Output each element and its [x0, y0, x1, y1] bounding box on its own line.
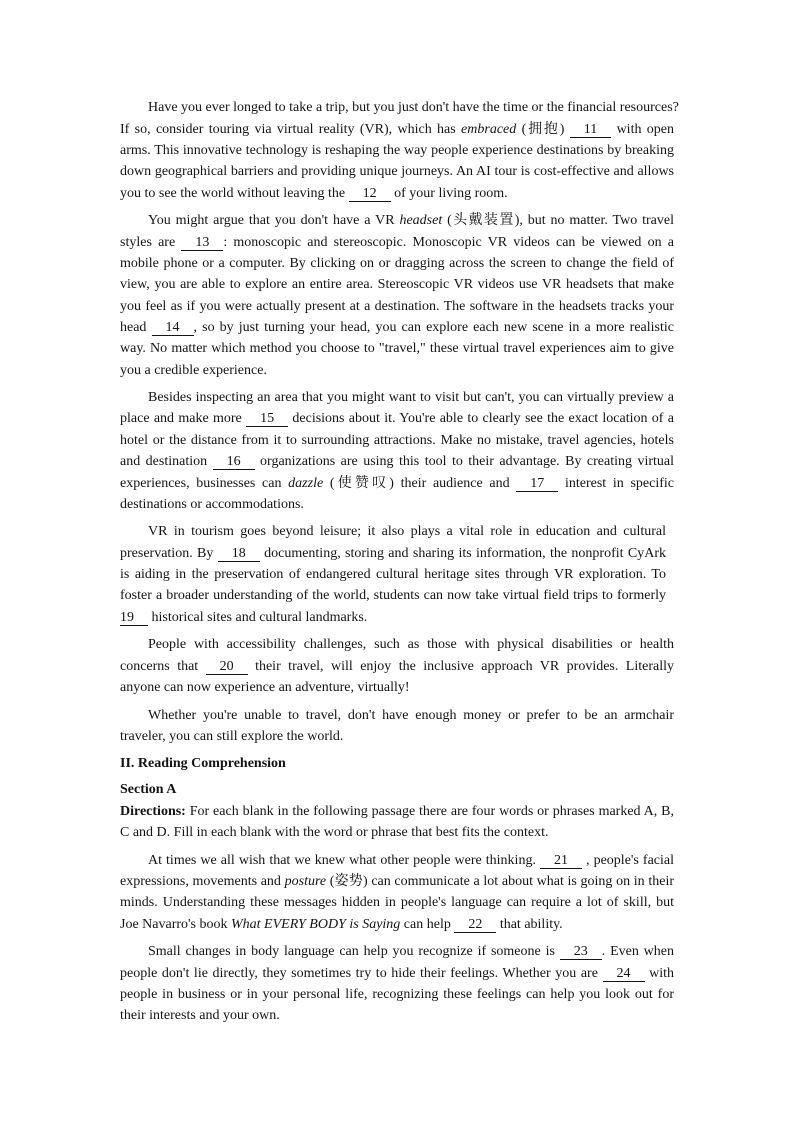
italic-text: embraced	[461, 121, 517, 137]
text-run: concerns that	[120, 658, 206, 674]
text-line	[120, 274, 674, 295]
text-run: At times we all wish that we knew what other people were thinking.	[148, 852, 540, 868]
section-label-text: Section A	[120, 782, 177, 798]
section-label	[120, 779, 674, 800]
text-line	[120, 656, 674, 677]
text-run: Whether you're unable to travel, don't have enough money or prefer to be an armchair	[148, 707, 674, 723]
text-run: minds. Understanding these messages hidden in people's language can require a lot of skill, but	[120, 895, 674, 911]
text-run: is aiding in the preservation of endangered cultural heritage sites through VR exploration. To	[120, 567, 666, 583]
paragraph-7	[120, 850, 674, 935]
text-line	[120, 543, 666, 564]
text-run: Small changes in body language can help you recognize if someone is	[148, 944, 560, 960]
text-line	[120, 822, 674, 843]
text-line	[120, 634, 674, 655]
text-run: styles are	[120, 234, 182, 250]
text-run: : monoscopic and stereoscopic. Monoscopic VR videos can be viewed on a	[223, 234, 674, 250]
paragraph-4	[120, 521, 674, 628]
document-body	[120, 97, 679, 1032]
text-run: hotel or the distance from it to surrounding attractions. Make no mistake, travel agencies, hotels	[120, 432, 674, 448]
text-run: If so, consider touring via virtual reality (VR), which has	[120, 121, 462, 137]
answer-blank-22: 22	[454, 917, 496, 933]
answer-blank-23: 23	[560, 944, 602, 960]
text-line	[120, 1005, 674, 1026]
answer-blank-13: 13	[181, 235, 223, 251]
text-run: C and D. Fill in each blank with the word or phrase that best fits the context.	[120, 825, 549, 841]
text-run: preservation. By	[120, 545, 218, 561]
italic-text: dazzle	[288, 475, 324, 491]
text-run: (使赞叹) their audience and	[323, 475, 517, 491]
text-run: Joe Navarro's book	[120, 916, 231, 932]
text-run: experiences, businesses can	[120, 475, 289, 491]
answer-blank-24: 24	[603, 966, 645, 982]
answer-blank-18: 18	[218, 546, 260, 562]
text-run: organizations are using this tool to their advantage. By creating virtual	[254, 454, 675, 470]
paragraph-3	[120, 387, 674, 515]
text-line	[120, 360, 674, 381]
text-line	[120, 607, 666, 628]
text-line	[120, 914, 674, 935]
text-run: destinations or accommodations.	[120, 496, 304, 512]
text-line	[120, 521, 666, 542]
text-run: historical sites and cultural landmarks.	[148, 609, 368, 625]
text-run: expressions, movements and	[120, 873, 285, 889]
text-run: head	[120, 319, 152, 335]
text-run: people don't lie directly, they sometimes try to hide their feelings. Whether you are	[120, 965, 603, 981]
text-line	[120, 677, 674, 698]
text-run: interest in specific	[558, 475, 674, 491]
text-line	[120, 140, 674, 161]
text-line	[120, 430, 674, 451]
text-run: can help	[400, 916, 455, 932]
answer-blank-11: 11	[570, 122, 611, 138]
text-run: you a credible experience.	[120, 362, 267, 378]
answer-blank-15: 15	[246, 411, 288, 427]
text-line	[120, 871, 674, 892]
answer-blank-17: 17	[516, 476, 558, 492]
text-line	[120, 296, 674, 317]
text-run: place and make more	[120, 411, 247, 427]
text-line	[120, 892, 674, 913]
answer-blank-21: 21	[540, 853, 582, 869]
part-heading-text: II. Reading Comprehension	[120, 756, 286, 772]
paragraph-6	[120, 705, 674, 748]
answer-blank-16: 16	[213, 454, 255, 470]
text-run: with open	[611, 121, 675, 137]
text-run: . Even when	[601, 944, 675, 960]
italic-text: posture	[284, 873, 327, 889]
italic-text: What EVERY BODY is Saying	[231, 916, 401, 932]
text-line	[120, 183, 674, 204]
text-line	[120, 850, 674, 871]
text-run: (姿势) can communicate a lot about what is going on in their	[326, 873, 675, 889]
text-line	[120, 232, 674, 253]
answer-blank-20: 20	[206, 659, 248, 675]
text-run: (头戴装置), but no matter. Two travel	[442, 213, 674, 229]
text-run: Have you ever longed to take a trip, but you just don't have the time or the financial resources?	[148, 100, 679, 116]
bold-label: Directions:	[120, 803, 186, 819]
text-run: anyone can now experience an adventure, virtually!	[120, 679, 410, 695]
paragraph-5	[120, 634, 674, 698]
text-line	[120, 726, 674, 747]
text-run: you feel as if you were actually present at a destination. The software in the headsets tracks your	[120, 298, 674, 314]
text-line	[120, 387, 674, 408]
paragraph-1	[120, 97, 679, 204]
text-line	[120, 338, 674, 359]
text-run: Besides inspecting an area that you might want to visit but can't, you can virtually preview a	[148, 390, 674, 406]
text-run: arms. This innovative technology is reshaping the way people experience destinations by breaking	[120, 142, 674, 158]
text-line	[120, 97, 679, 118]
text-run: way. No matter which method you choose to "travel," these virtual travel experiences aim to give	[120, 341, 674, 357]
text-line	[120, 963, 674, 984]
part-heading	[120, 753, 674, 774]
text-line	[120, 705, 674, 726]
text-line	[120, 451, 674, 472]
text-run: You might argue that you don't have a VR	[148, 213, 400, 229]
text-run: , people's facial	[582, 852, 675, 868]
text-run: and destination	[120, 454, 213, 470]
text-run: For each blank in the following passage there are four words or phrases marked A, B,	[185, 803, 674, 819]
text-line	[120, 494, 674, 515]
paragraph-8	[120, 941, 674, 1026]
text-line	[120, 585, 666, 606]
italic-text: headset	[399, 213, 443, 229]
text-run: People with accessibility challenges, such as those with physical disabilities or health	[148, 637, 674, 653]
text-run: mobile phone or a computer. By clicking on or dragging across the screen to change the field of	[120, 255, 674, 271]
text-line	[120, 317, 674, 338]
directions	[120, 801, 674, 844]
text-line	[120, 941, 674, 962]
text-run: foster a broader understanding of the world, students can now take virtual field trips to formerly	[120, 588, 666, 604]
text-line	[120, 564, 666, 585]
text-line	[120, 473, 674, 494]
text-line	[120, 984, 674, 1005]
text-run: you to see the world without leaving the	[120, 185, 349, 201]
text-line	[120, 408, 674, 429]
answer-blank-19: 19	[120, 610, 148, 626]
cloze-passage	[120, 97, 679, 747]
reading-passage	[120, 850, 674, 1027]
text-run: (拥抱)	[516, 121, 570, 137]
text-line	[120, 253, 674, 274]
paragraph-2	[120, 210, 674, 381]
text-run: view, you are able to explore an entire area. Stereoscopic VR videos use VR headsets that make	[120, 277, 674, 293]
text-run: their travel, will enjoy the inclusive approach VR provides. Literally	[247, 658, 675, 674]
text-line	[120, 161, 674, 182]
text-run: that ability.	[496, 916, 563, 932]
text-run: , so by just turning your head, you can explore each new scene in a more realistic	[193, 319, 674, 335]
answer-blank-14: 14	[152, 320, 194, 336]
text-line	[120, 210, 674, 231]
text-run: decisions about it. You're able to clearly see the exact location of a	[288, 411, 674, 427]
text-run: documenting, storing and sharing its information, the nonprofit CyArk	[259, 545, 667, 561]
text-run: with	[644, 965, 675, 981]
text-run: their interests and your own.	[120, 1008, 280, 1024]
text-run: down geographical barriers and providing unique journeys. An AI tour is cost-effective and allows	[120, 164, 674, 180]
text-line	[120, 119, 674, 140]
answer-blank-12: 12	[349, 186, 391, 202]
text-run: of your living room.	[390, 185, 508, 201]
text-run: traveler, you can still explore the world.	[120, 728, 344, 744]
text-run: VR in tourism goes beyond leisure; it also plays a vital role in education and cultural	[148, 524, 666, 540]
text-line	[120, 801, 674, 822]
text-run: people in business or in your personal life, recognizing these feelings can help you look out for	[120, 986, 674, 1002]
